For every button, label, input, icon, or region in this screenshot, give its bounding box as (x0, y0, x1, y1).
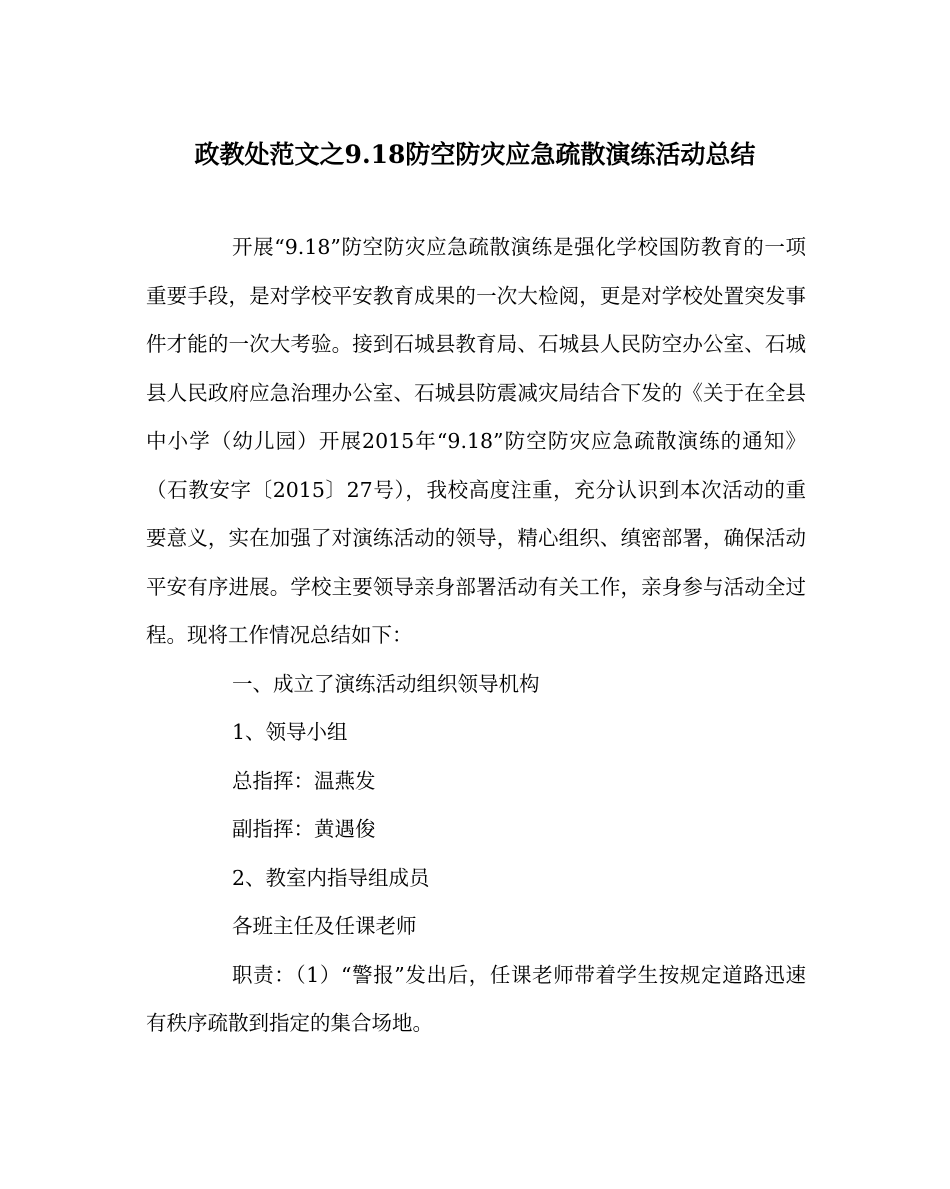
intro-paragraph: 开展“9.18”防空防灾应急疏散演练是强化学校国防教育的一项重要手段，是对学校平安教育成果的一次大检阅，更是对学校处置突发事件才能的一次大考验。接到石城县教育局、石城县人民防空办公室、石城县人民政府应急治理办公室、石城县防震减灾局结合下发的《关于在全县中小学（幼儿园）开展2015年“9.18”防空防灾应急疏散演练的通知》（石教安字〔2015〕27号），我校高度注重，充分认识到本次活动的重要意义，实在加强了对演练活动的领导，精心组织、缜密部署，确保活动平安有序进展。学校主要领导亲身部署活动有关工作，亲身参与活动全过程。现将工作情况总结如下： (146, 235, 806, 647)
section-heading-1: 一、成立了演练活动组织领导机构 (232, 671, 540, 696)
document-body (146, 223, 806, 1048)
commander-line: 总指挥：温燕发 (232, 768, 376, 793)
duty-paragraph: 职责：（1）“警报”发出后，任课老师带着学生按规定道路迅速有秩序疏散到指定的集合场地。 (146, 962, 806, 1035)
members-line: 各班主任及任课老师 (232, 914, 417, 938)
subsection-heading-2: 2、教室内指导组成员 (232, 865, 430, 890)
subsection-heading-1: 1、领导小组 (232, 720, 348, 744)
deputy-commander-line: 副指挥：黄遇俊 (232, 817, 376, 841)
document-title: 政教处范文之9.18防空防灾应急疏散演练活动总结 (194, 140, 756, 169)
